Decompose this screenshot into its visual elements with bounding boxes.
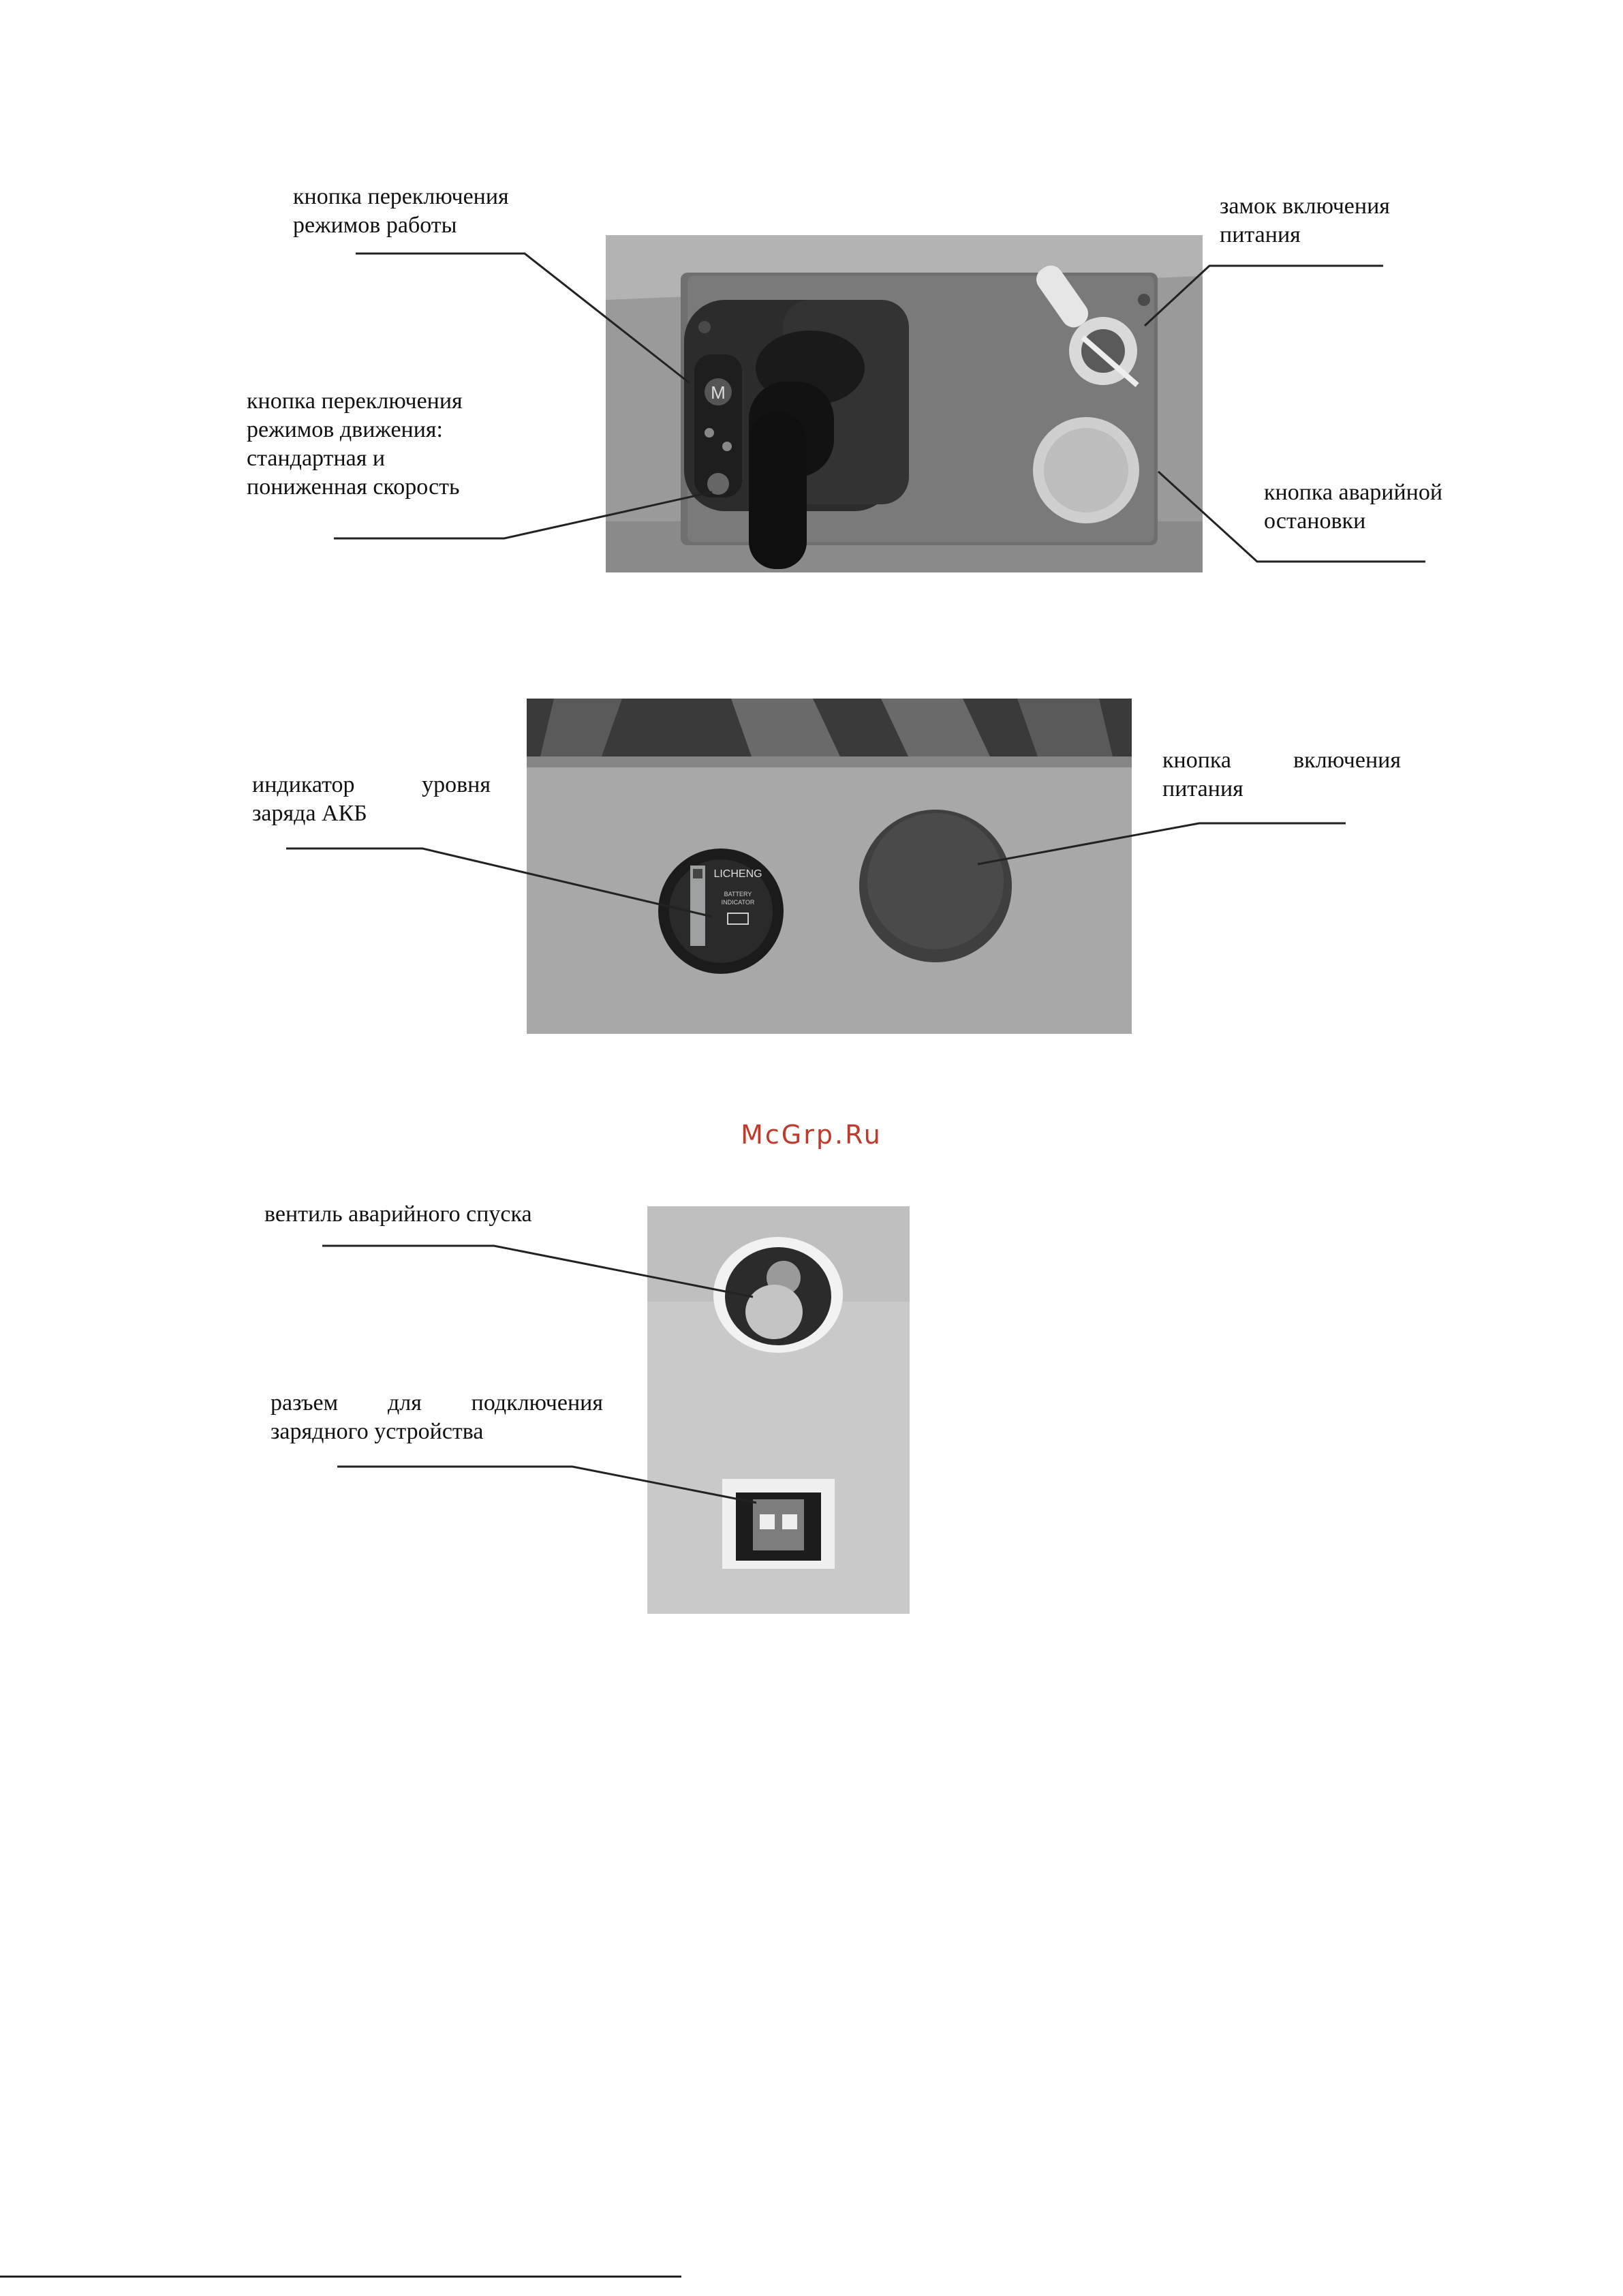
- label-battery-indicator: индикатор уровня: [252, 772, 491, 797]
- label-charger-connector: разъем для подключения: [270, 1390, 603, 1415]
- footnote-rule: [0, 2276, 681, 2278]
- control-panel-photo: [606, 235, 1203, 572]
- label-speed-button: кнопка переключения режимов движения: стандартная и пониженная скорость: [247, 388, 463, 500]
- valve-connector-photo: [647, 1206, 910, 1614]
- label-power-button: кнопка включения: [1162, 748, 1401, 773]
- label-emergency-stop: кнопка аварийной остановки: [1264, 480, 1443, 534]
- battery-panel-photo: [527, 699, 1132, 1034]
- label-battery-indicator-line2: заряда АКБ: [252, 801, 367, 826]
- label-emergency-valve: вентиль аварийного спуска: [264, 1201, 532, 1227]
- label-power-button-line2: питания: [1162, 776, 1243, 801]
- label-mode-button: кнопка переключения режимов работы: [293, 184, 509, 238]
- joystick-mode-letter: M: [711, 382, 726, 403]
- label-key-lock: замок включения питания: [1220, 194, 1390, 247]
- gauge-brand: LICHENG: [713, 868, 762, 880]
- label-charger-connector-line2: зарядного устройства: [270, 1419, 484, 1444]
- watermark: McGrp.Ru: [741, 1120, 882, 1150]
- gauge-text-indicator: INDICATOR: [721, 899, 755, 906]
- gauge-text-battery: BATTERY: [724, 891, 752, 898]
